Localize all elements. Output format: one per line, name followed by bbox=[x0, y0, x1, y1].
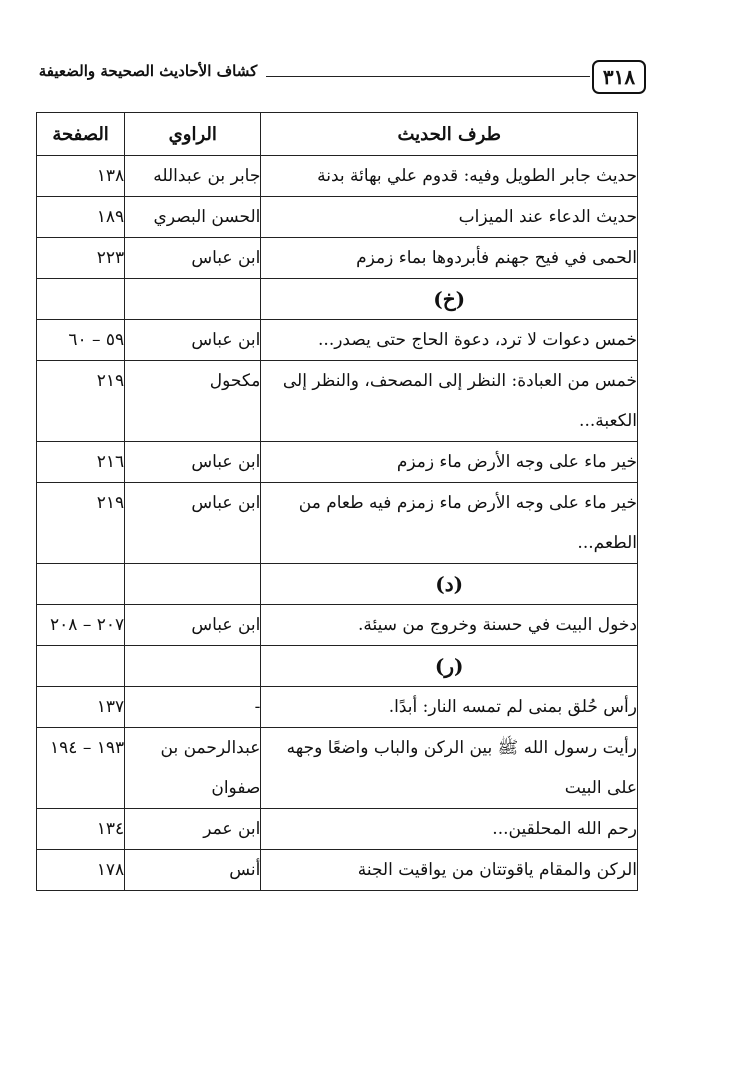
table-row bbox=[37, 687, 638, 728]
page-cell: ١٩٣ – ١٩٤ bbox=[37, 728, 125, 809]
hadith-cell: الركن والمقام ياقوتتان من يواقيت الجنة bbox=[261, 850, 638, 891]
table-header-row bbox=[37, 113, 638, 156]
hadith-cell: خير ماء على وجه الأرض ماء زمزم bbox=[261, 442, 638, 483]
table-row bbox=[37, 361, 638, 442]
page-number: ٣١٨ bbox=[592, 60, 646, 94]
table-row bbox=[37, 442, 638, 483]
hadith-cell: رأس حُلق بمنى لم تمسه النار: أبدًا. bbox=[261, 687, 638, 728]
hadith-cell: حديث جابر الطويل وفيه: قدوم علي بهائة بدنة bbox=[261, 156, 638, 197]
table-row bbox=[37, 605, 638, 646]
table-row bbox=[37, 156, 638, 197]
narrator-cell: أنس bbox=[125, 850, 261, 891]
hadith-cell: خير ماء على وجه الأرض ماء زمزم فيه طعام من الطعم... bbox=[261, 483, 638, 564]
table-row bbox=[37, 850, 638, 891]
table-row bbox=[37, 809, 638, 850]
narrator-cell: ابن عباس bbox=[125, 483, 261, 564]
empty-cell bbox=[37, 279, 125, 320]
section-letter: (خ) bbox=[261, 279, 638, 320]
table-row bbox=[37, 197, 638, 238]
page-cell: ٢١٦ bbox=[37, 442, 125, 483]
narrator-cell: ابن عباس bbox=[125, 320, 261, 361]
hadith-cell: خمس من العبادة: النظر إلى المصحف، والنظر إلى الكعبة... bbox=[261, 361, 638, 442]
narrator-cell: عبدالرحمن بن صفوان bbox=[125, 728, 261, 809]
section-letter: (ر) bbox=[261, 646, 638, 687]
empty-cell bbox=[37, 564, 125, 605]
narrator-cell: مكحول bbox=[125, 361, 261, 442]
page-cell: ٢١٩ bbox=[37, 361, 125, 442]
page-cell: ١٣٨ bbox=[37, 156, 125, 197]
narrator-cell: ابن عباس bbox=[125, 238, 261, 279]
narrator-cell: جابر بن عبدالله bbox=[125, 156, 261, 197]
narrator-cell: - bbox=[125, 687, 261, 728]
hadith-cell: الحمى في فيح جهنم فأبردوها بماء زمزم bbox=[261, 238, 638, 279]
letter-section-row bbox=[37, 279, 638, 320]
letter-section-row bbox=[37, 564, 638, 605]
page-cell: ٥٩ – ٦٠ bbox=[37, 320, 125, 361]
table-row bbox=[37, 728, 638, 809]
page-cell: ١٣٤ bbox=[37, 809, 125, 850]
page-cell: ١٨٩ bbox=[37, 197, 125, 238]
narrator-cell: ابن عمر bbox=[125, 809, 261, 850]
page-cell: ١٣٧ bbox=[37, 687, 125, 728]
empty-cell bbox=[125, 564, 261, 605]
empty-cell bbox=[37, 646, 125, 687]
column-header-hadith: طرف الحديث bbox=[261, 113, 638, 156]
section-letter: (د) bbox=[261, 564, 638, 605]
page-cell: ٢٠٧ – ٢٠٨ bbox=[37, 605, 125, 646]
column-header-narrator: الراوي bbox=[125, 113, 261, 156]
page-header bbox=[28, 58, 646, 96]
table-row bbox=[37, 320, 638, 361]
page-cell: ٢١٩ bbox=[37, 483, 125, 564]
hadith-cell: حديث الدعاء عند الميزاب bbox=[261, 197, 638, 238]
header-rule bbox=[266, 76, 590, 77]
hadith-cell: رأيت رسول الله ﷺ بين الركن والباب واضعًا وجهه على البيت bbox=[261, 728, 638, 809]
narrator-cell: ابن عباس bbox=[125, 605, 261, 646]
table-body bbox=[37, 156, 638, 891]
book-title: كشاف الأحاديث الصحيحة والضعيفة bbox=[38, 62, 258, 80]
hadith-cell: خمس دعوات لا ترد، دعوة الحاج حتى يصدر... bbox=[261, 320, 638, 361]
table-row bbox=[37, 483, 638, 564]
letter-section-row bbox=[37, 646, 638, 687]
column-header-page: الصفحة bbox=[37, 113, 125, 156]
page-cell: ٢٢٣ bbox=[37, 238, 125, 279]
table-row bbox=[37, 238, 638, 279]
hadith-index-table bbox=[36, 112, 638, 891]
empty-cell bbox=[125, 279, 261, 320]
narrator-cell: الحسن البصري bbox=[125, 197, 261, 238]
narrator-cell: ابن عباس bbox=[125, 442, 261, 483]
hadith-cell: دخول البيت في حسنة وخروج من سيئة. bbox=[261, 605, 638, 646]
hadith-cell: رحم الله المحلقين... bbox=[261, 809, 638, 850]
empty-cell bbox=[125, 646, 261, 687]
page-cell: ١٧٨ bbox=[37, 850, 125, 891]
